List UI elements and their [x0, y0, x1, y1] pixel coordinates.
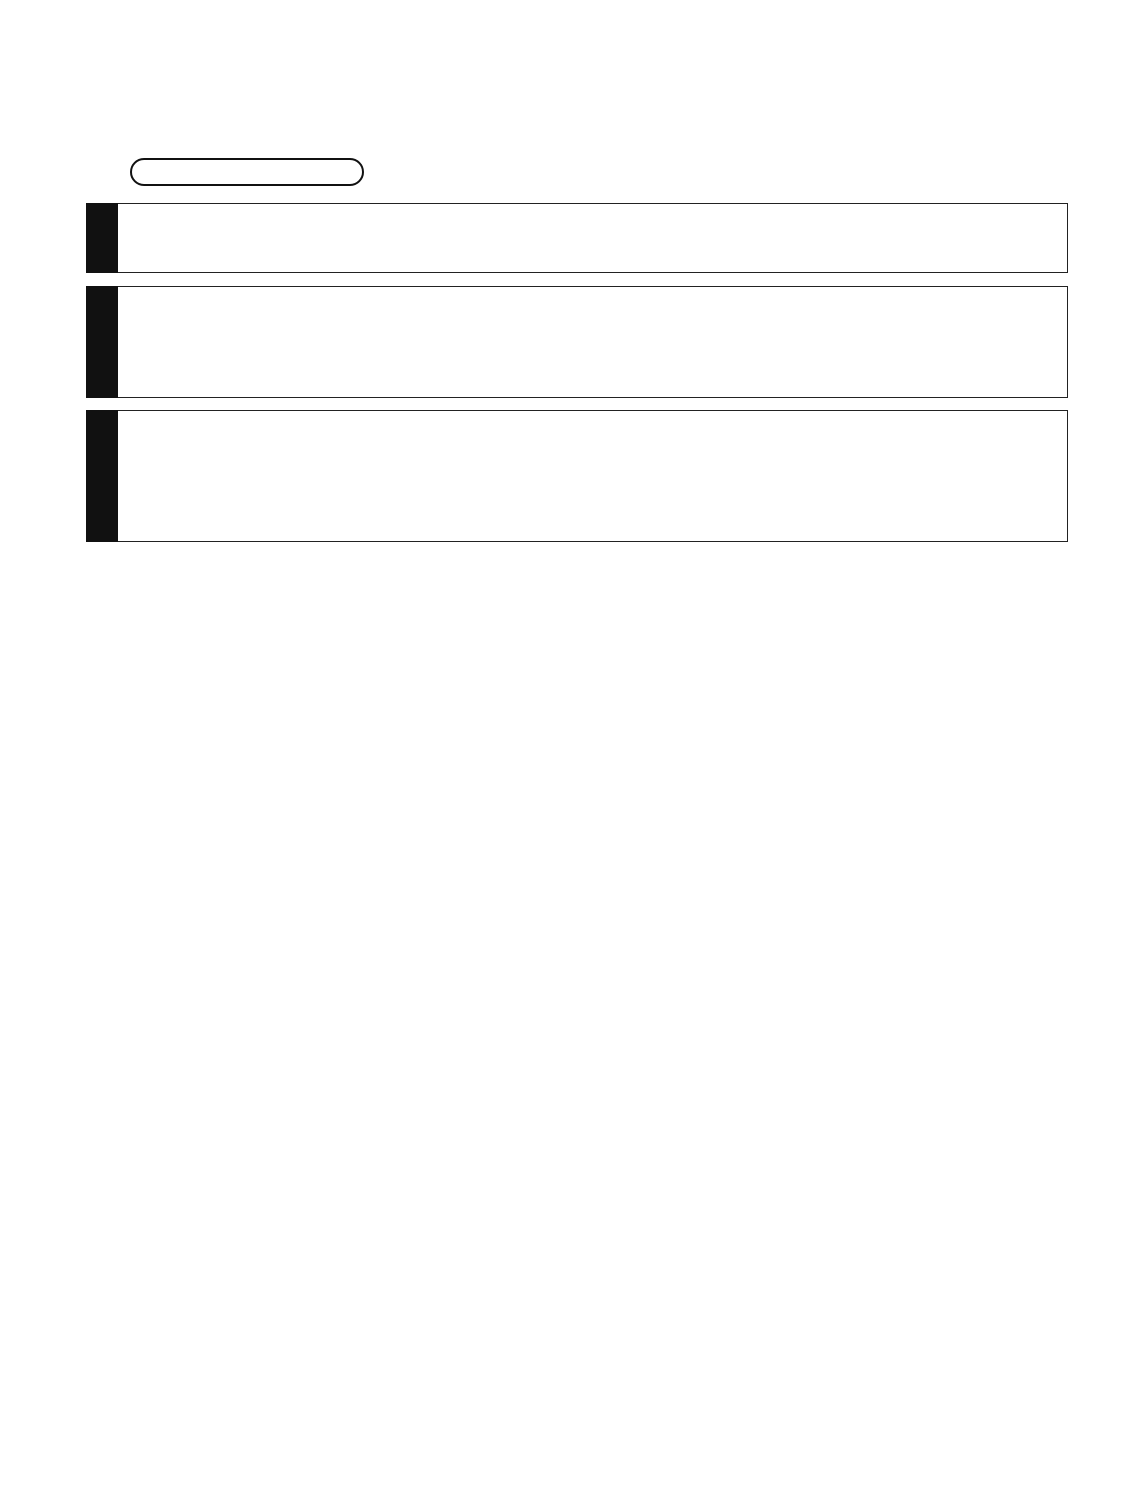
unit-section — [86, 203, 1068, 273]
comments-section — [86, 410, 1068, 542]
client-side-label — [86, 286, 118, 398]
logo-subtitle — [130, 158, 364, 186]
company-logo — [86, 88, 376, 196]
comments-side-label — [86, 410, 118, 542]
unit-side-label — [86, 203, 118, 273]
client-section — [86, 286, 1068, 398]
